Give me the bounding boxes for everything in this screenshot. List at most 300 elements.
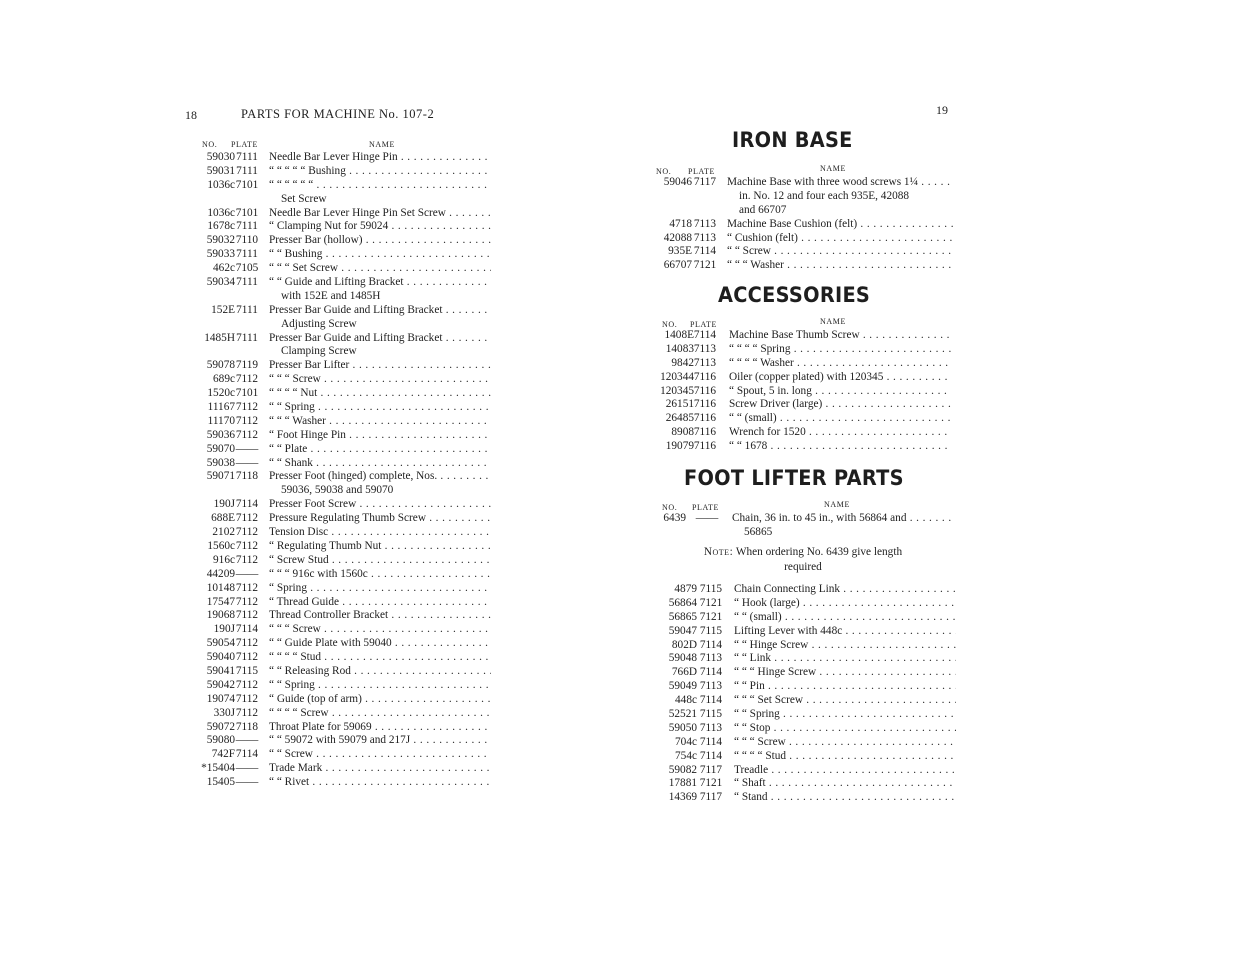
part-number: 59049 (668, 680, 697, 693)
part-name: “ Shaft . . . (734, 777, 956, 791)
plate-number: 7112 (235, 414, 259, 427)
table-row (648, 611, 958, 625)
part-number: 59054 (206, 637, 235, 650)
table-row (185, 443, 495, 457)
part-name: “ Cushion (felt) . . . (727, 232, 953, 246)
part-number: 1560c (207, 539, 235, 552)
table-row (648, 639, 958, 653)
plate-number: 7115 (699, 624, 723, 637)
table-row (185, 540, 495, 554)
plate-number: —— (235, 776, 259, 789)
part-name: “ Regulating Thumb Nut . . . (269, 540, 491, 554)
note-text: When ordering No. 6439 give length (733, 546, 903, 558)
part-name: “ “ 1678 . . . (729, 440, 951, 454)
part-name: “ “ Pin . . . (734, 680, 956, 694)
part-number: 802D (671, 638, 697, 651)
page-number-left: 18 (185, 108, 197, 122)
part-number: 10148 (206, 581, 235, 594)
plate-number: 7117 (699, 763, 723, 776)
part-name: “ “ “ “ Spring . . . (729, 343, 951, 357)
table-row (185, 637, 495, 651)
part-name: “ “ (small) . . . (729, 412, 951, 426)
note-label: Note: (703, 546, 734, 558)
part-number: 689c (213, 373, 235, 386)
part-name: “ “ Releasing Rod . . . (269, 665, 491, 679)
part-name: “ “ (small) . . . (734, 611, 956, 625)
plate-number: 7114 (699, 666, 723, 679)
table-row (648, 694, 958, 708)
part-name: “ Spring . . . (269, 582, 491, 596)
plate-number: 7121 (699, 610, 723, 623)
plate-number: 7111 (236, 331, 258, 344)
table-row (185, 776, 495, 790)
table-row (185, 512, 495, 526)
plate-number: 7112 (235, 651, 259, 664)
part-number: 59033 (206, 248, 235, 261)
table-row (648, 440, 958, 454)
plate-number: —— (235, 762, 259, 775)
part-name: “ “ Shank . . . (269, 457, 491, 471)
part-number: 330J (213, 706, 235, 719)
part-name: “ “ “ “ “ Bushing . . . (269, 165, 491, 179)
part-name: “ Spout, 5 in. long . . . (729, 385, 951, 399)
table-row (648, 750, 958, 764)
part-name: with 152E and 1485H (281, 289, 381, 302)
part-name: “ “ “ “ Nut . . . (269, 387, 491, 401)
part-number: 916c (213, 553, 235, 566)
part-number: 56864 (668, 596, 697, 609)
table-row (648, 329, 958, 343)
parts-table-left (185, 151, 495, 790)
part-name: Presser Bar Guide and Lifting Bracket . . . (269, 332, 491, 346)
table-row (648, 777, 958, 791)
plate-number: 7101 (235, 387, 259, 400)
plate-number: 7112 (235, 637, 259, 650)
part-name: Clamping Screw (281, 345, 357, 358)
table-row (648, 371, 958, 385)
part-number: 19068 (206, 609, 235, 622)
plate-number: 7116 (693, 426, 717, 439)
part-name: Chain Connecting Link . . . (734, 583, 956, 597)
part-name: Throat Plate for 59069 . . . (269, 721, 491, 735)
part-name: “ “ Hinge Screw . . . (734, 639, 956, 653)
page-number-right: 19 (936, 103, 948, 117)
plate-number: 7114 (235, 498, 259, 511)
part-name: Machine Base Cushion (felt) . . . (727, 218, 953, 232)
part-name: “ “ Spring . . . (269, 401, 491, 415)
part-number: 1485H (204, 331, 235, 344)
part-number: 59072 (206, 720, 235, 733)
part-number: 19074 (206, 692, 235, 705)
table-row (185, 623, 495, 637)
part-number: 59080 (206, 734, 235, 747)
part-name: “ Screw Stud . . . (269, 554, 491, 568)
right-page (648, 0, 958, 954)
part-name: Lifting Lever with 448c . . . (734, 625, 956, 639)
table-row (185, 665, 495, 679)
table-row (185, 387, 495, 401)
part-number: 17881 (668, 777, 697, 790)
part-number: 1036c (207, 178, 235, 191)
table-row (185, 582, 495, 596)
part-name: “ “ Screw . . . (727, 245, 953, 259)
left-page (185, 0, 495, 954)
part-number: 59078 (206, 359, 235, 372)
part-name: Chain, 36 in. to 45 in., with 56864 and . . . (732, 512, 954, 526)
part-name: “ “ “ Hinge Screw . . . (734, 666, 956, 680)
foot-lifter-col-no: NO. (662, 503, 678, 512)
part-number: 9842 (671, 356, 694, 369)
part-number: 59042 (206, 678, 235, 691)
part-name: Wrench for 1520 . . . (729, 426, 951, 440)
table-row (185, 304, 495, 318)
part-number: 59036 (206, 428, 235, 441)
table-row (185, 359, 495, 373)
plate-number: —— (235, 442, 259, 455)
table-row (648, 526, 958, 540)
part-name: “ Guide (top of arm) . . . (269, 693, 491, 707)
table-row (185, 151, 495, 165)
table-row (185, 457, 495, 471)
part-number: 4879 (674, 583, 697, 595)
part-number: 152E (211, 303, 235, 316)
part-name: “ “ “ 916c with 1560c . . . (269, 568, 491, 582)
foot-lifter-title: FOOT LIFTER PARTS (684, 466, 904, 490)
plate-number: 7118 (235, 470, 259, 483)
table-row (648, 764, 958, 778)
part-name: 56865 (744, 525, 773, 538)
part-number: 14369 (668, 791, 697, 804)
accessories-table (648, 329, 958, 454)
table-row (185, 193, 495, 207)
part-number: 766D (671, 666, 697, 679)
plate-number: 7121 (693, 259, 717, 272)
part-number: 59046 (663, 176, 692, 188)
part-number: 56865 (668, 610, 697, 623)
part-name: “ “ Link . . . (734, 652, 956, 666)
plate-number: 7112 (235, 526, 259, 539)
plate-number: 7117 (699, 791, 723, 804)
part-name: Thread Controller Bracket . . . (269, 609, 491, 623)
plate-number: 7110 (235, 234, 259, 247)
foot-lifter-table (648, 583, 958, 805)
plate-number: 7116 (693, 398, 717, 411)
part-number: 59032 (206, 234, 235, 247)
plate-number: 7113 (693, 231, 717, 244)
plate-number: 7112 (235, 595, 259, 608)
table-row (185, 401, 495, 415)
table-row (648, 385, 958, 399)
iron-base-title: IRON BASE (732, 128, 853, 152)
part-name: “ “ Spring . . . (734, 708, 956, 722)
part-name: Oiler (copper plated) with 120345 . . . (729, 371, 951, 385)
foot-lifter-note (678, 545, 928, 575)
col-header-name: NAME (369, 140, 395, 149)
plate-number: 7116 (693, 370, 717, 383)
plate-number: —— (235, 567, 259, 580)
part-name: “ “ Screw . . . (269, 748, 491, 762)
part-number: 1408E (664, 329, 694, 341)
part-number: 1036c (207, 206, 235, 219)
table-row (185, 554, 495, 568)
part-name: “ “ “ Screw . . . (734, 736, 956, 750)
table-row (185, 345, 495, 359)
plate-number: 7113 (693, 356, 717, 369)
part-number: 59030 (206, 151, 235, 163)
plate-number: 7114 (699, 735, 723, 748)
part-number: 52521 (668, 708, 697, 721)
part-number: 44209 (206, 567, 235, 580)
part-name: “ “ “ Set Screw . . . (269, 262, 491, 276)
plate-number: 7121 (699, 596, 723, 609)
plate-number: 7112 (235, 401, 259, 414)
part-number: 120345 (660, 384, 694, 397)
plate-number: 7113 (699, 721, 723, 734)
plate-number: —— (235, 456, 259, 469)
table-row (648, 259, 958, 273)
foot-lifter-table-top (648, 512, 958, 540)
table-row (185, 470, 495, 484)
part-name: 59036, 59038 and 59070 (281, 484, 394, 497)
part-name: Set Screw (281, 192, 327, 205)
part-number: 15405 (206, 776, 235, 789)
part-name: Presser Bar (hollow) . . . (269, 234, 491, 248)
part-number: 59041 (206, 664, 235, 677)
plate-number: 7111 (236, 248, 258, 261)
part-number: 42088 (663, 231, 692, 244)
plate-number: 7112 (235, 706, 259, 719)
plate-number: 7111 (236, 303, 258, 316)
plate-number: 7116 (693, 440, 717, 453)
table-row (648, 232, 958, 246)
plate-number: 7117 (693, 176, 717, 188)
table-row (185, 332, 495, 346)
table-row (648, 722, 958, 736)
table-row (185, 693, 495, 707)
col-header-plate: PLATE (231, 140, 258, 149)
col-header-no: NO. (202, 140, 218, 149)
part-name: “ “ Guide Plate with 59040 . . . (269, 637, 491, 651)
part-name: Presser Foot Screw . . . (269, 498, 491, 512)
table-row (185, 707, 495, 721)
accessories-col-no: NO. (662, 320, 678, 329)
part-name: “ “ “ “ Stud . . . (734, 750, 956, 764)
part-name: “ “ 59072 with 59079 and 217J . . . (269, 734, 491, 748)
part-number: 448c (675, 694, 697, 707)
part-number: 26151 (665, 398, 694, 411)
part-name: “ Stand . . . (734, 791, 956, 805)
table-row (185, 262, 495, 276)
part-name: Presser Foot (hinged) complete, Nos. . . . (269, 470, 491, 484)
table-row (185, 721, 495, 735)
table-row (648, 218, 958, 232)
iron-base-col-no: NO. (656, 167, 672, 176)
plate-number: 7112 (235, 539, 259, 552)
plate-number: 7101 (235, 206, 259, 219)
part-name: “ “ Guide and Lifting Bracket . . . (269, 276, 491, 290)
table-row (185, 734, 495, 748)
part-number: 462c (213, 262, 235, 275)
part-number: 8908 (671, 426, 694, 439)
part-name: “ “ Plate . . . (269, 443, 491, 457)
table-row (648, 652, 958, 666)
part-number: 19079 (665, 440, 694, 453)
part-number: 59070 (206, 442, 235, 455)
part-name: Machine Base with three wood screws 1¼ . . . (727, 176, 953, 190)
part-number: 11167 (207, 401, 235, 414)
part-number: 59038 (206, 456, 235, 469)
plate-number: 7111 (236, 151, 258, 163)
plate-number: 7105 (235, 262, 259, 275)
table-row (648, 204, 958, 218)
plate-number: —— (235, 734, 259, 747)
part-number: 14083 (665, 342, 694, 355)
table-row (648, 245, 958, 259)
part-name: “ “ Spring . . . (269, 679, 491, 693)
plate-number: 7119 (235, 359, 259, 372)
table-row (185, 651, 495, 665)
part-name: and 66707 (739, 203, 787, 216)
table-row (185, 568, 495, 582)
table-row (648, 343, 958, 357)
plate-number: 7112 (235, 609, 259, 622)
table-row (185, 609, 495, 623)
part-name: “ Thread Guide . . . (269, 596, 491, 610)
iron-base-col-plate: PLATE (688, 167, 715, 176)
plate-number: 7114 (235, 748, 259, 761)
plate-number: 7114 (699, 694, 723, 707)
plate-number: 7115 (699, 708, 723, 721)
table-row (185, 498, 495, 512)
table-row (648, 176, 958, 190)
part-number: 59082 (668, 763, 697, 776)
table-row (185, 318, 495, 332)
part-number: 1520c (207, 387, 235, 400)
plate-number: 7112 (235, 553, 259, 566)
accessories-title: ACCESSORIES (718, 283, 871, 307)
plate-number: 7112 (235, 428, 259, 441)
part-name: “ “ “ Set Screw . . . (734, 694, 956, 708)
table-row (185, 429, 495, 443)
part-name: “ “ “ Screw . . . (269, 373, 491, 387)
part-name: “ “ “ Washer . . . (727, 259, 953, 273)
part-name: Adjusting Screw (281, 317, 357, 330)
plate-number: 7115 (235, 664, 259, 677)
part-number: 704c (675, 735, 697, 748)
part-number: *15404 (201, 762, 235, 775)
table-row (648, 583, 958, 597)
part-name: “ “ Rivet . . . (269, 776, 491, 790)
plate-number: 7101 (235, 178, 259, 191)
plate-number: 7114 (693, 329, 717, 341)
table-row (648, 666, 958, 680)
part-number: 2102 (212, 526, 235, 539)
part-number: 190J (213, 623, 235, 636)
part-name: “ “ “ Screw . . . (269, 623, 491, 637)
table-row (185, 748, 495, 762)
part-name: Tension Disc . . . (269, 526, 491, 540)
table-row (648, 426, 958, 440)
part-name: in. No. 12 and four each 935E, 42088 (739, 189, 910, 202)
plate-number: 7113 (693, 342, 717, 355)
plate-number: —— (695, 512, 719, 524)
table-row (185, 415, 495, 429)
iron-base-col-name: NAME (820, 164, 846, 173)
table-row (185, 484, 495, 498)
part-name: Needle Bar Lever Hinge Pin . . . (269, 151, 491, 165)
accessories-col-plate: PLATE (690, 320, 717, 329)
plate-number: 7111 (236, 220, 258, 233)
foot-lifter-col-plate: PLATE (692, 503, 719, 512)
part-number: 1678c (207, 220, 235, 233)
table-row (185, 165, 495, 179)
part-name: Machine Base Thumb Screw . . . (729, 329, 951, 343)
part-name: “ “ “ Washer . . . (269, 415, 491, 429)
part-number: 26485 (665, 412, 694, 425)
part-name: Pressure Regulating Thumb Screw . . . (269, 512, 491, 526)
table-row (185, 276, 495, 290)
table-row (648, 190, 958, 204)
part-name: “ Foot Hinge Pin . . . (269, 429, 491, 443)
table-row (648, 625, 958, 639)
part-number: 935E (668, 245, 692, 258)
table-row (185, 762, 495, 776)
plate-number: 7114 (235, 623, 259, 636)
part-name: Presser Bar Guide and Lifting Bracket . . . (269, 304, 491, 318)
table-row (185, 526, 495, 540)
plate-number: 7114 (699, 638, 723, 651)
plate-number: 7115 (699, 583, 723, 595)
part-number: 688E (211, 512, 235, 525)
table-row (648, 412, 958, 426)
part-number: 17547 (206, 595, 235, 608)
part-name: Presser Bar Lifter . . . (269, 359, 491, 373)
running-head: PARTS FOR MACHINE No. 107-2 (241, 107, 435, 121)
part-number: 120344 (660, 370, 694, 383)
table-row (648, 357, 958, 371)
part-number: 59048 (668, 652, 697, 665)
plate-number: 7111 (236, 276, 258, 289)
table-row (185, 207, 495, 221)
part-name: Trade Mark . . . (269, 762, 491, 776)
plate-number: 7113 (693, 217, 717, 230)
part-number: 59034 (206, 276, 235, 289)
plate-number: 7112 (235, 581, 259, 594)
plate-number: 7118 (235, 720, 259, 733)
part-name: “ Clamping Nut for 59024 . . . (269, 220, 491, 234)
table-row (185, 596, 495, 610)
table-row (185, 220, 495, 234)
table-row (648, 708, 958, 722)
plate-number: 7112 (235, 512, 259, 525)
plate-number: 7111 (236, 164, 258, 177)
part-name: “ “ Bushing . . . (269, 248, 491, 262)
plate-number: 7113 (699, 680, 723, 693)
part-name: “ “ “ “ Washer . . . (729, 357, 951, 371)
plate-number: 7114 (693, 245, 717, 258)
table-row (648, 680, 958, 694)
plate-number: 7116 (693, 384, 717, 397)
table-row (185, 179, 495, 193)
part-name: “ “ “ “ Screw . . . (269, 707, 491, 721)
part-number: 4718 (669, 217, 692, 230)
part-number: 742F (211, 748, 235, 761)
part-number: 66707 (663, 259, 692, 272)
table-row (648, 597, 958, 611)
part-number: 59047 (668, 624, 697, 637)
plate-number: 7112 (235, 678, 259, 691)
foot-lifter-col-name: NAME (824, 500, 850, 509)
